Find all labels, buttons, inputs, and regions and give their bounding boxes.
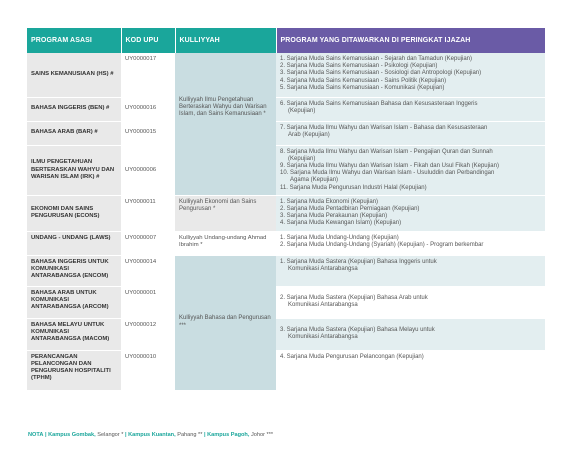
offered-item: 4. Sarjana Muda Pengurusan Pelancongan (Kepujian) <box>280 353 424 360</box>
kulliyyah-cell: Kulliyyah Bahasa dan Pengurusan *** <box>175 255 276 390</box>
kod-upu: UY0000017 <box>121 53 175 97</box>
kod-upu: UY0000015 <box>121 121 175 145</box>
offered-item: 2. Sarjana Muda Sains Kemanusiaan - Psikologi (Kepujian) <box>280 63 438 70</box>
kod-upu: UY0000001 <box>121 286 175 318</box>
program-name: BAHASA INGGERIS (BEN) # <box>27 97 121 121</box>
offered-item: Komunikasi Antarabangsa <box>288 302 358 309</box>
offered-item: Komunikasi Antarabangsa <box>288 334 358 341</box>
offered-item: 1. Sarjana Muda Sastera (Kepujian) Bahasa Inggeris untuk <box>280 258 437 265</box>
kod-upu: UY0000012 <box>121 318 175 350</box>
offered-item: 5. Sarjana Muda Sains Kemanusiaan - Komunikasi (Kepujian) <box>280 84 445 91</box>
offered-item: 2. Sarjana Muda Sastera (Kepujian) Bahasa Arab untuk <box>280 294 428 301</box>
offered-programs <box>276 145 545 195</box>
offered-programs <box>276 195 545 231</box>
note-kuantan: Kampus Kuantan, <box>128 432 176 438</box>
offered-item: 7. Sarjana Muda Ilmu Wahyu dan Warisan Islam - Bahasa dan Kesusasteraan <box>280 124 488 131</box>
note-pagoh-loc: Johor *** <box>250 432 274 438</box>
kulliyyah-cell: Kulliyyah Ilmu Pengetahuan Berteraskan Wahyu dan Warisan Islam, dan Sains Kemanusiaan * <box>175 53 276 195</box>
offered-item: 4. Sarjana Muda Kewangan Islam) (Kepujian) <box>280 220 402 227</box>
offered-programs <box>276 286 545 318</box>
offered-item: 3. Sarjana Muda Sains Kemanusiaan - Sosiologi dan Antropologi (Kepujian) <box>280 70 482 77</box>
header-kulliyyah: KULLIYYAH <box>175 28 276 53</box>
offered-item: 2. Sarjana Muda Undang-Undang (Syariah) (Kepujian) - Program berkembar <box>280 241 484 248</box>
offered-programs <box>276 318 545 350</box>
kod-upu: UY0000014 <box>121 255 175 286</box>
table-row <box>27 195 545 231</box>
table-header-row <box>27 28 545 53</box>
offered-programs <box>276 53 545 97</box>
offered-item: 3. Sarjana Muda Perakaunan (Kepujian) <box>280 213 388 220</box>
offered-item: 1. Sarjana Muda Sains Kemanusiaan - Sejarah dan Tamadun (Kepujian) <box>280 56 473 62</box>
kod-upu: UY0000006 <box>121 145 175 195</box>
offered-item: (Kepujian) <box>288 155 316 162</box>
table-row <box>27 255 545 286</box>
program-name: BAHASA INGGERIS UNTUK KOMUNIKASI ANTARABANGSA (ENCOM) <box>27 255 121 286</box>
kulliyyah-cell: Kulliyyah Undang-undang Ahmad Ibrahim * <box>175 231 276 255</box>
offered-item: Agama (Kepujian) <box>290 177 339 184</box>
offered-item: 1. Sarjana Muda Undang-Undang (Kepujian) <box>280 234 399 241</box>
program-name: EKONOMI DAN SAINS PENGURUSAN (ECONS) <box>27 195 121 231</box>
program-name: BAHASA ARAB UNTUK KOMUNIKASI ANTARABANGSA (ARCOM) <box>27 286 121 318</box>
offered-item: 8. Sarjana Muda Ilmu Wahyu dan Warisan Islam - Pengajian Quran dan Sunnah <box>280 148 493 155</box>
offered-item: 2. Sarjana Muda Pentadbiran Perniagaan (Kepujian) <box>280 205 420 212</box>
program-name: ILMU PENGETAHUAN BERTERASKAN WAHYU DAN WARISAN ISLAM (IRK) # <box>27 145 121 195</box>
header-kod-upu: KOD UPU <box>121 28 175 53</box>
table-row <box>27 53 545 97</box>
offered-programs <box>276 97 545 121</box>
note-pagoh: Kampus Pagoh, <box>207 432 250 438</box>
kod-upu: UY0000011 <box>121 195 175 231</box>
kod-upu: UY0000007 <box>121 231 175 255</box>
offered-item: 6. Sarjana Muda Sains Kemanusiaan Bahasa dan Kesusasteraan Inggeris <box>280 100 478 107</box>
table-row <box>27 286 545 318</box>
header-program-asasi: PROGRAM ASASI <box>27 28 121 53</box>
kulliyyah-cell: Kulliyyah Ekonomi dan Sains Pengurusan * <box>175 195 276 231</box>
program-name: BAHASA ARAB (BAR) # <box>27 121 121 145</box>
note-kuantan-loc: Pahang ** <box>177 432 203 438</box>
offered-item: 4. Sarjana Muda Sains Kemanusiaan - Sains Politik (Kepujian) <box>280 77 447 84</box>
note-gombak: Kampus Gombak, <box>48 432 96 438</box>
note-label: NOTA <box>28 432 44 438</box>
programme-table <box>27 28 545 391</box>
header-program-ditawarkan: PROGRAM YANG DITAWARKAN DI PERINGKAT IJAZAH <box>276 28 545 53</box>
program-name: PERANCANGAN PELANCONGAN DAN PENGURUSAN HOSPITALITI (TPHM) <box>27 350 121 390</box>
campus-note: NOTA | Kampus Gombak, Selangor * | Kampus Kuantan, Pahang ** | Kampus Pagoh, Johor *** <box>28 432 274 438</box>
table-row <box>27 145 545 195</box>
program-name: UNDANG - UNDANG (LAWS) <box>27 231 121 255</box>
offered-item: 10. Sarjana Muda Ilmu Wahyu dan Warisan Islam - Usuluddin dan Perbandingan <box>280 170 495 177</box>
offered-item: Arab (Kepujian) <box>288 131 330 138</box>
program-name: BAHASA MELAYU UNTUK KOMUNIKASI ANTARABANGSA (MACOM) <box>27 318 121 350</box>
table-row <box>27 231 545 255</box>
note-gombak-loc: Selangor * <box>97 432 124 438</box>
offered-item: (Kepujian) <box>288 107 316 114</box>
table-row <box>27 318 545 350</box>
offered-item: Komunikasi Antarabangsa <box>288 265 358 272</box>
offered-programs <box>276 350 545 390</box>
table-row <box>27 121 545 145</box>
offered-item: 9. Sarjana Muda Ilmu Wahyu dan Warisan Islam - Fikah dan Usul Fikah (Kepujian) <box>280 162 499 169</box>
program-name: SAINS KEMANUSIAAN (HS) # <box>27 53 121 97</box>
kod-upu: UY0000016 <box>121 97 175 121</box>
offered-item: 1. Sarjana Muda Ekonomi (Kepujian) <box>280 198 379 205</box>
offered-item: 3. Sarjana Muda Sastera (Kepujian) Bahasa Melayu untuk <box>280 326 435 333</box>
offered-programs <box>276 231 545 255</box>
table-row <box>27 350 545 390</box>
kod-upu: UY0000010 <box>121 350 175 390</box>
table-row <box>27 97 545 121</box>
offered-item: 11. Sarjana Muda Pengurusan Industri Halal (Kepujian) <box>280 184 427 191</box>
offered-programs <box>276 121 545 145</box>
offered-programs <box>276 255 545 286</box>
